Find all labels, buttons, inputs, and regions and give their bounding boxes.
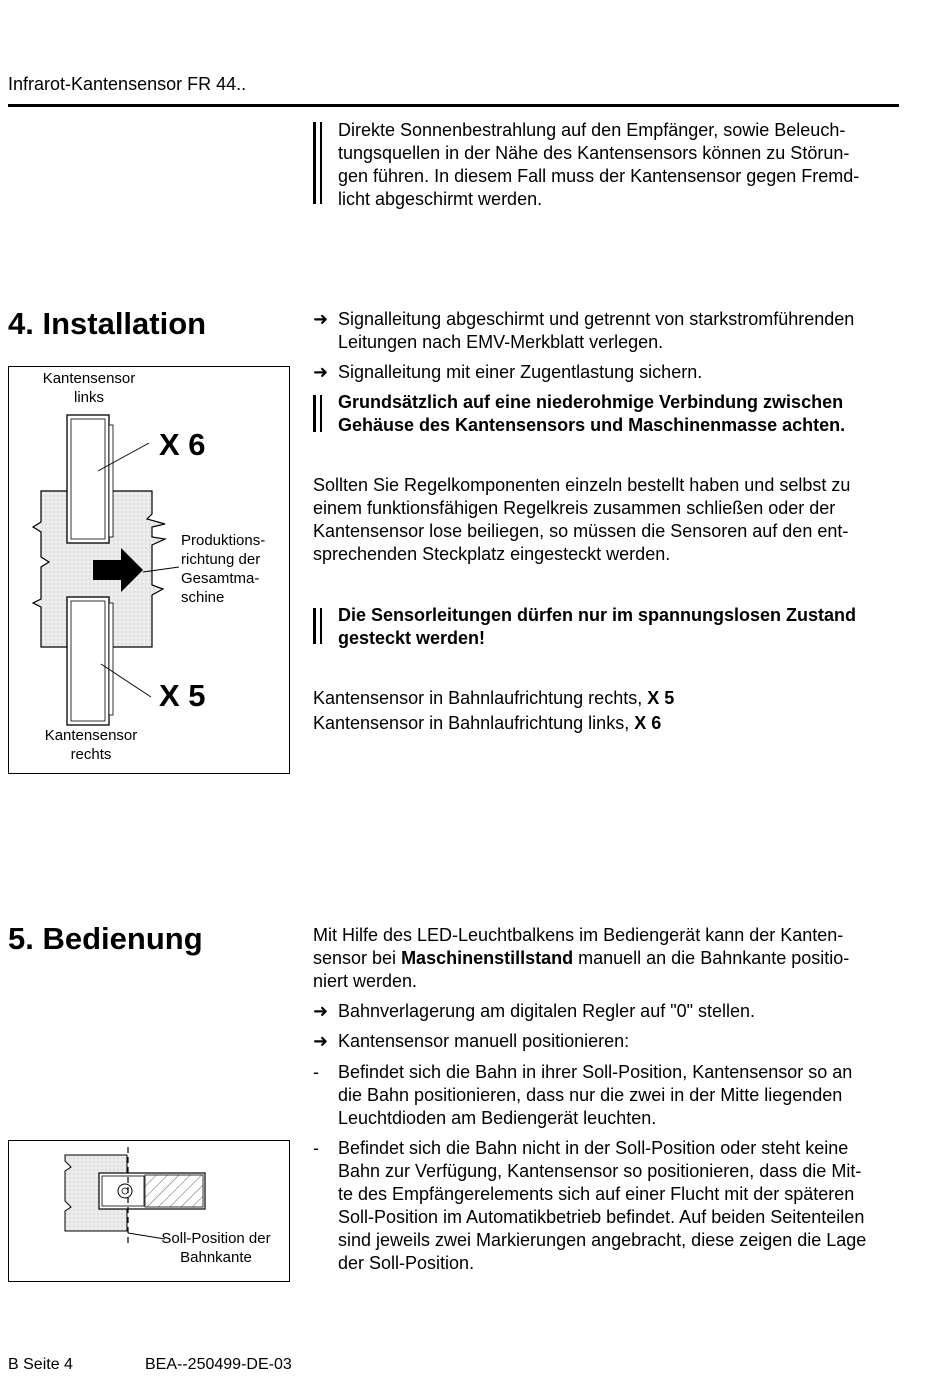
- label-line: rechts: [70, 746, 112, 763]
- dash-line: der Soll-Position.: [338, 1253, 475, 1273]
- sensor-left-body: [67, 415, 109, 543]
- note-bar-thin: [320, 122, 322, 204]
- sensor-right-body: [67, 597, 109, 725]
- sensor-right-line: [313, 687, 913, 710]
- bullet-line: Signalleitung mit einer Zugentlastung sichern.: [338, 362, 703, 382]
- paragraph-line: einem funktionsfähigen Regelkreis zusammen schließen oder der: [313, 498, 836, 518]
- label-line: Gesamtma-: [181, 570, 260, 587]
- footer-document-id: BEA--250499-DE-03: [145, 1356, 292, 1373]
- label-line: schine: [181, 589, 225, 606]
- intro-note-line: licht abgeschirmt werden.: [338, 189, 543, 209]
- dash-marker: -: [313, 1062, 319, 1082]
- list-item: [313, 1030, 913, 1053]
- dash-line: Soll-Position im Automatikbetrieb befindet. Auf beiden Seitenteilen: [338, 1207, 865, 1227]
- bullet-line: Signalleitung abgeschirmt und getrennt von starkstromführenden: [338, 309, 855, 329]
- sensor-left-line: [313, 712, 913, 735]
- note-bar-thin: [320, 608, 322, 644]
- intro-note-line: tungsquellen in der Nähe des Kantensensors können zu Störun-: [338, 143, 850, 163]
- label-line: Kantensensor: [44, 727, 138, 744]
- target-position-figure: [8, 1140, 290, 1282]
- list-item: [313, 1061, 913, 1130]
- paragraph-line: Sollten Sie Regelkomponenten einzeln bestellt haben und selbst zu: [313, 475, 851, 495]
- dash-line: te des Empfängerelements sich auf einer Flucht mit der späteren: [338, 1184, 855, 1204]
- label-production-direction: [181, 531, 287, 607]
- dash-line: Leuchtdioden am Bediengerät leuchten.: [338, 1108, 657, 1128]
- slot-x6: X 6: [634, 713, 662, 733]
- arrow-icon: ➜: [313, 1031, 329, 1051]
- label-sensor-right: [31, 726, 151, 764]
- note-bar-thin: [320, 395, 322, 432]
- intro-line: Mit Hilfe des LED-Leuchtbalkens im Bediengerät kann der Kanten-: [313, 925, 844, 945]
- dash-marker: -: [313, 1138, 319, 1158]
- label-line: Bahnkante: [180, 1249, 252, 1266]
- note-bar-thick: [313, 608, 316, 644]
- label-sensor-left: [29, 369, 149, 407]
- intro-line: [313, 947, 913, 970]
- note-bar-thick: [313, 395, 316, 432]
- section-heading-installation: 4. Installation: [8, 306, 207, 341]
- note-bar-thick: [313, 122, 316, 204]
- intro-note-line: Direkte Sonnenbestrahlung auf den Empfänger, sowie Beleuch-: [338, 120, 846, 140]
- warning-line: Grundsätzlich auf eine niederohmige Verbindung zwischen: [338, 392, 844, 412]
- bullet-line: Bahnverlagerung am digitalen Regler auf "0" stellen.: [338, 1001, 756, 1021]
- warning-line: Gehäuse des Kantensensors und Maschinenmasse achten.: [338, 415, 846, 435]
- footer-page-number: B Seite 4: [8, 1356, 73, 1373]
- dash-line: Befindet sich die Bahn in ihrer Soll-Position, Kantensensor so an: [338, 1062, 853, 1082]
- label-line: richtung der: [181, 551, 261, 568]
- intro-note-line: gen führen. In diesem Fall muss der Kantensensor gegen Fremd-: [338, 166, 860, 186]
- warning-line: gesteckt werden!: [338, 628, 486, 648]
- warning-ground-connection: [338, 391, 908, 437]
- arrow-icon: ➜: [313, 309, 329, 329]
- intro-text: manuell an die Bahnkante positio-: [573, 948, 850, 968]
- warning-line: Die Sensorleitungen dürfen nur im spannungslosen Zustand: [338, 605, 857, 625]
- label-line: Soll-Position der: [161, 1230, 271, 1247]
- list-item: [313, 308, 913, 354]
- paragraph-line: Kantensensor lose beiliegen, so müssen die Sensoren auf den ent-: [313, 521, 849, 541]
- sensor-right-text: Kantensensor in Bahnlaufrichtung rechts,: [313, 688, 648, 708]
- list-item: [313, 1000, 913, 1023]
- slot-label-x6: X 6: [159, 427, 206, 462]
- page-header-title: Infrarot-Kantensensor FR 44..: [8, 74, 247, 94]
- list-item: [313, 361, 913, 384]
- bullet-line: Kantensensor manuell positionieren:: [338, 1031, 630, 1051]
- bullet-line: Leitungen nach EMV-Merkblatt verlegen.: [338, 332, 664, 352]
- list-item: [313, 1137, 913, 1275]
- section-heading-bedienung: 5. Bedienung: [8, 921, 203, 956]
- sensor-left-text: Kantensensor in Bahnlaufrichtung links,: [313, 713, 635, 733]
- dash-line: sind jeweils zwei Markierungen angebracht, diese zeigen die Lage: [338, 1230, 867, 1250]
- installation-paragraph: [313, 474, 913, 566]
- label-line: Produktions-: [181, 532, 266, 549]
- intro-text: sensor bei: [313, 948, 402, 968]
- intro-bold: Maschinenstillstand: [401, 948, 574, 968]
- dash-line: die Bahn positionieren, dass nur die zwei in der Mitte liegenden: [338, 1085, 843, 1105]
- arrow-icon: ➜: [313, 1001, 329, 1021]
- slot-x5: X 5: [647, 688, 675, 708]
- arrow-icon: ➜: [313, 362, 329, 382]
- dash-line: Befindet sich die Bahn nicht in der Soll-Position oder steht keine: [338, 1138, 849, 1158]
- label-line: Kantensensor: [42, 370, 136, 387]
- sensor-installation-figure: [8, 366, 290, 774]
- label-line: links: [73, 389, 104, 406]
- paragraph-line: sprechenden Steckplatz eingesteckt werden.: [313, 544, 671, 564]
- label-target-position: [155, 1229, 277, 1267]
- warning-voltage-free: [338, 604, 908, 650]
- dash-line: Bahn zur Verfügung, Kantensensor so positionieren, dass die Mit-: [338, 1161, 862, 1181]
- header-divider: [8, 104, 899, 107]
- slot-label-x5: X 5: [159, 678, 206, 713]
- intro-line: niert werden.: [313, 971, 418, 991]
- sensor-assignment: [313, 687, 913, 735]
- bedienung-intro: [313, 924, 913, 993]
- intro-note: [338, 119, 908, 211]
